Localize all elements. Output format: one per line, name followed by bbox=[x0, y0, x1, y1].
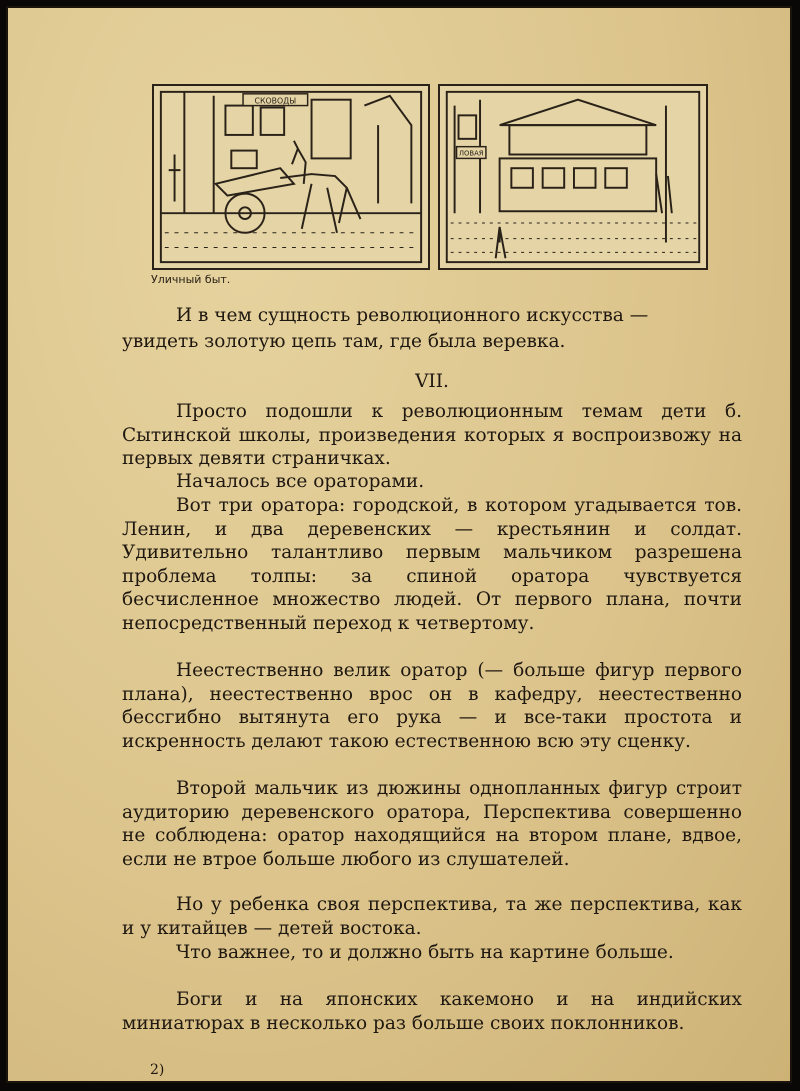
paragraph-7: Но у ребенка своя перспектива, та же перспектива, как и у китайцев — детей востока. bbox=[122, 894, 742, 939]
paragraph-6: Второй мальчик из дюжины однопланных фигур строит аудиторию деревенского оратора, Перспектива совершенно не соблюдена: оратор находящийся на втором плане, вдвое, если не втрое больше любого из слушателей. bbox=[122, 778, 742, 870]
shop-sign-right: ЛОВАЯ bbox=[458, 149, 484, 158]
street-scene-tram-illustration bbox=[440, 86, 706, 268]
paragraph-8: Что важнее, то и должно быть на картине больше. bbox=[176, 942, 674, 963]
figure-caption: Уличный быт. bbox=[151, 273, 231, 286]
street-drawing-right bbox=[438, 84, 708, 270]
street-drawing-left bbox=[152, 84, 430, 270]
paragraph-4: Вот три оратора: городской, в котором угадывается тов. Ленин, и два деревенских — крестьянин и солдат. Удивительно талантливо первым мальчиком разрешена проблема толпы: за спиной оратора чувствуется бесчисленное множество людей. От первого плана, почти непосредственный переход к четвертому. bbox=[122, 495, 742, 634]
page-number: 2) bbox=[150, 1062, 165, 1078]
book-page bbox=[6, 6, 792, 1083]
paragraph-5: Неестественно велик оратор (— больше фигур первого плана), неестественно врос он в кафедру, неестественно бессгибно вытянута его рука — и все-таки простота и искренность делают такою естественною всю эту сценку. bbox=[122, 660, 742, 752]
shop-sign-left: СКОВОДЫ bbox=[254, 96, 297, 106]
paragraph-1-line-2: увидеть золотую цепь там, где была веревка. bbox=[122, 331, 566, 352]
paragraph-1-line-1: И в чем сущность революционного искусства — bbox=[176, 305, 649, 326]
paragraph-9: Боги и на японских какемоно и на индийских миниатюрах в несколько раз больше своих поклонников. bbox=[122, 989, 742, 1034]
section-heading: VII. bbox=[415, 371, 449, 392]
paragraph-2: Просто подошли к революционным темам дети б. Сытинской школы, произведения которых я воспроизвожу на первых девяти страничках. bbox=[122, 401, 742, 470]
street-scene-cart-illustration bbox=[154, 86, 428, 268]
paragraph-3: Началось все ораторами. bbox=[176, 471, 425, 492]
